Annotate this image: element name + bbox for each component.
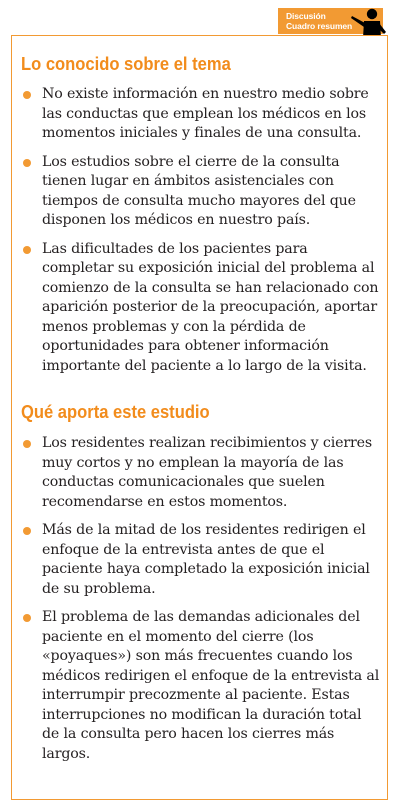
list-item: No existe información en nuestro medio sobre las conductas que emplean los médicos en los momentos iniciales y finales de una consulta. — [21, 85, 381, 144]
tab-label-discussion: Discusión — [286, 11, 326, 21]
known-list — [21, 85, 381, 385]
bullet-icon — [23, 246, 31, 254]
bullet-icon — [23, 440, 31, 448]
list-item: Más de la mitad de los residentes redirigen el enfoque de la entrevista antes de que el paciente haya completado la exposición inicial de su problema. — [21, 521, 381, 599]
bullet-icon — [23, 527, 31, 535]
list-item: El problema de las demandas adicionales del paciente en el momento del cierre (los «poyaques») son más frecuentes cuando los médicos redirigen el enfoque de la entrevista al interrumpir precozmente al paciente. Estas interrupciones no modifican la duración total de la consulta pero hacen los cierres más largos. — [21, 608, 381, 764]
section-heading-known: Lo conocido sobre el tema — [21, 54, 231, 74]
list-item: Los residentes realizan recibimientos y cierres muy cortos y no emplean la mayoría de las conductas comunicacionales que suelen recomendarse en estos momentos. — [21, 434, 381, 512]
bullet-icon — [23, 91, 31, 99]
tab-label-summary: Cuadro resumen — [286, 21, 353, 31]
list-item: Los estudios sobre el cierre de la consulta tienen lugar en ámbitos asistenciales con tiempos de consulta mucho mayores del que disponen los médicos en nuestro país. — [21, 153, 381, 231]
bullet-icon — [23, 159, 31, 167]
section-heading-contribution: Qué aporta este estudio — [21, 402, 210, 422]
list-item: Las dificultades de los pacientes para completar su exposición inicial del problema al comienzo de la consulta se han relacionado con aparición posterior de la preocupación, aportar menos problemas y con la pérdida de oportunidades para obtener información importante del paciente a lo largo de la visita. — [21, 240, 381, 377]
contribution-list — [21, 434, 381, 773]
bullet-icon — [23, 614, 31, 622]
